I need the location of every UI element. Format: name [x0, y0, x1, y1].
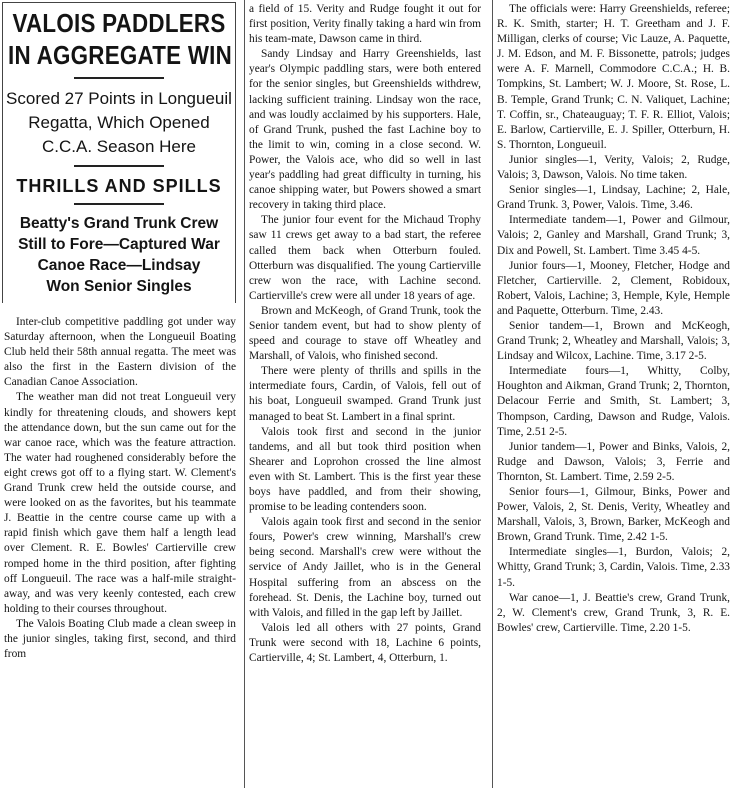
article-paragraph: Valois took first and second in the junior tandems, and all but took third position when Shearer and Loprohon crossed the line almost even with St. Lambert. This is the first year these boys have paddled, and from their showing, promise to be leading contenders soon.: [249, 425, 481, 514]
result-entry: Senior singles—1, Lindsay, Lachine; 2, Hale, Grand Trunk. 3, Power, Valois. Time, 3.46.: [497, 184, 730, 212]
article-body-col2: [245, 0, 485, 666]
subdeck-line: Won Senior Singles: [46, 278, 192, 295]
deck-thrills-spills: THRILLS AND SPILLS: [16, 176, 222, 196]
subdeck-line: Canoe Race—Lindsay: [37, 257, 201, 274]
result-entry: Junior fours—1, Mooney, Fletcher, Hodge and Fletcher, Cartierville. 2, Clement, Robidoux, Robert, Valois, Lachine; 3, Hemple, Kyle, Hemple and Paquette, Otterburn. Time, 2.43.: [497, 259, 730, 317]
headline-divider: [74, 203, 164, 205]
deck-line: Regatta, Which Opened: [28, 113, 210, 132]
headline-divider: [74, 165, 164, 167]
article-paragraph: There were plenty of thrills and spills in the intermediate fours, Cardin, of Valois, fell out of his boat, Longueuil swamped. Grand Trunk just managed to beat St. Lambert in a final sprint.: [249, 365, 481, 423]
article-paragraph: The weather man did not treat Longueuil very kindly for threatening clouds, and showers kept the attendance down, but the sun came out for the war canoe race, which was the feature attraction. The water had roughened considerably before the eight crews got off to a flying start. W. Clement's Grand Trunk crew held the outside course, and were looked on as the favorites, but his teammate J. Beattie in the centre course came up with a rapid finish which gave them half a length lead over Clement. R. E. Bowles' Cartierville crew romped home in the third position, after fighting off Longueuil. The race was a half-mile straight-away, and was very keenly contested, each crew holding to their courses throughout.: [4, 391, 236, 615]
result-entry: Junior tandem—1, Power and Binks, Valois, 2, Rudge and Dawson, Valois; 3, Ferrie and Thornton, St. Lambert. Time, 2.59 2-5.: [497, 440, 730, 483]
result-entry: Junior singles—1, Verity, Valois; 2, Rudge, Valois; 3, Dawson, Valois. No time taken.: [497, 153, 730, 182]
result-entry: War canoe—1, J. Beattie's crew, Grand Trunk, 2, W. Clement's crew, Grand Trunk, 3, R. E. Bowles' crew, Cartierville. Time, 2.20 1-5.: [497, 591, 730, 634]
article-paragraph: Inter-club competitive paddling got under way Saturday afternoon, when the Longueuil Boating Club held their 58th annual regatta. The meet was also the first in the Eastern division of the Canadian Canoe Association.: [4, 316, 236, 389]
result-entry: Intermediate fours—1, Whitty, Colby, Houghton and Aikman, Grand Trunk; 2, Thornton, Delacour Ferrie and Smith, St. Lambert; 3, Thompson, Carding, Dawson and Rudge, Valois. Time, 2.51 2-5.: [497, 365, 730, 438]
article-paragraph: a field of 15. Verity and Rudge fought it out for first position, Verity finally taking a hard win from his team-mate, Dawson came in third.: [249, 3, 481, 46]
article-paragraph: Sandy Lindsay and Harry Greenshields, last year's Olympic paddling stars, were both entered for the senior singles, but Greenshields withdrew, lacking sufficient training. Lindsay won the race, and was loudly acclaimed by his supporters. Hale, of Grand Trunk, pushed the fast Lachine boy to the limit to win, coming in a close second. W. Power, the Valois ace, who did so well in last year's paddling had great difficulty in turning, his canoe shipping water, but Powers showed a smart recovery in taking third place.: [249, 48, 481, 212]
deck-line: Scored 27 Points in Longueuil: [6, 89, 232, 108]
headline-line-2: IN AGGREGATE WIN: [8, 40, 233, 70]
result-entry: Intermediate singles—1, Burdon, Valois; 2, Whitty, Grand Trunk; 3, Cardin, Valois. Time, 2.33 1-5.: [497, 546, 730, 589]
result-entry: Senior tandem—1, Brown and McKeogh, Grand Trunk; 2, Wheatley and Marshall, Valois; 3, Lindsay and Wilcox, Lachine. Time, 3.17 2-5.: [497, 319, 730, 363]
article-paragraph: The junior four event for the Michaud Trophy saw 11 crews get away to a bad start, the referee called them back when Otterburn fouled. Otterburn was disqualified. The young Cartierville crew won the race, with Lachine second. Cartierville's crew were all under 18 years of age.: [249, 214, 481, 302]
column-left: [0, 0, 240, 788]
article-body-col1: [0, 315, 240, 662]
column-middle: [244, 0, 485, 788]
headline-block: [2, 2, 236, 303]
deck-line: C.C.A. Season Here: [41, 137, 196, 156]
column-right: [492, 0, 733, 788]
officials-paragraph: The officials were: Harry Greenshields, referee; R. K. Smith, starter; H. T. Greetham and J. F. Milligan, clerks of course; Vic Lauze, A. Paquette, J. M. Edson, and M. F. Bissonette, patrols; judges were A. F. Marnell, Commodore C.C.A.; H. B. Tompkins, St. Lambert; W. J. Moore, St. Rose, L. B. Temple, Grand Trunk; C. N. Valiquet, Lachine; T. Coffin, sr., Chateauguay; T. F. R. Elliot, Valois; E. Barlow, Cartierville, E. J. Spiller, Otterburn, H. S. Thornton, Longueuil.: [497, 3, 730, 151]
article-paragraph: Valois again took first and second in the senior fours, Power's crew winning, Marshall's crew being second. Marshall's crew were without the service of Andy Jaillet, who is in the General Hospital suffering from an abscess on the forehead. St. Denis, the Lachine boy, turned out with Valois, and filled in the gap left by Jaillet.: [249, 516, 481, 619]
subdeck-line: Beatty's Grand Trunk Crew: [19, 215, 219, 232]
result-entry: Senior fours—1, Gilmour, Binks, Power and Power, Valois, 2, St. Denis, Verity, Wheatley and Marshall, Valois, 3, Brown, Barker, McKeogh and Brown, Grand Trunk. Time, 2.42 1-5.: [497, 486, 730, 544]
article-paragraph: The Valois Boating Club made a clean sweep in the junior singles, taking first, second, and third from: [4, 617, 236, 661]
result-entry: Intermediate tandem—1, Power and Gilmour, Valois; 2, Ganley and Marshall, Grand Trunk; 3, Dix and Powell, St. Lambert. Time 3.45 4-5.: [497, 214, 730, 257]
article-paragraph: Valois led all others with 27 points, Grand Trunk were second with 18, Lachine 6 points, Cartierville, 4; St. Lambert, 4, Otterburn, 1.: [249, 621, 481, 665]
results-list: [493, 0, 733, 636]
headline-line-1: VALOIS PADDLERS: [12, 8, 226, 38]
subdeck-line: Still to Fore—Captured War: [18, 236, 220, 253]
headline-divider: [74, 77, 164, 79]
article-paragraph: Brown and McKeogh, of Grand Trunk, took the Senior tandem event, but had to show plenty of speed and courage to stave off Wheatley and Marshall, of Valois, who finished second.: [249, 304, 481, 363]
